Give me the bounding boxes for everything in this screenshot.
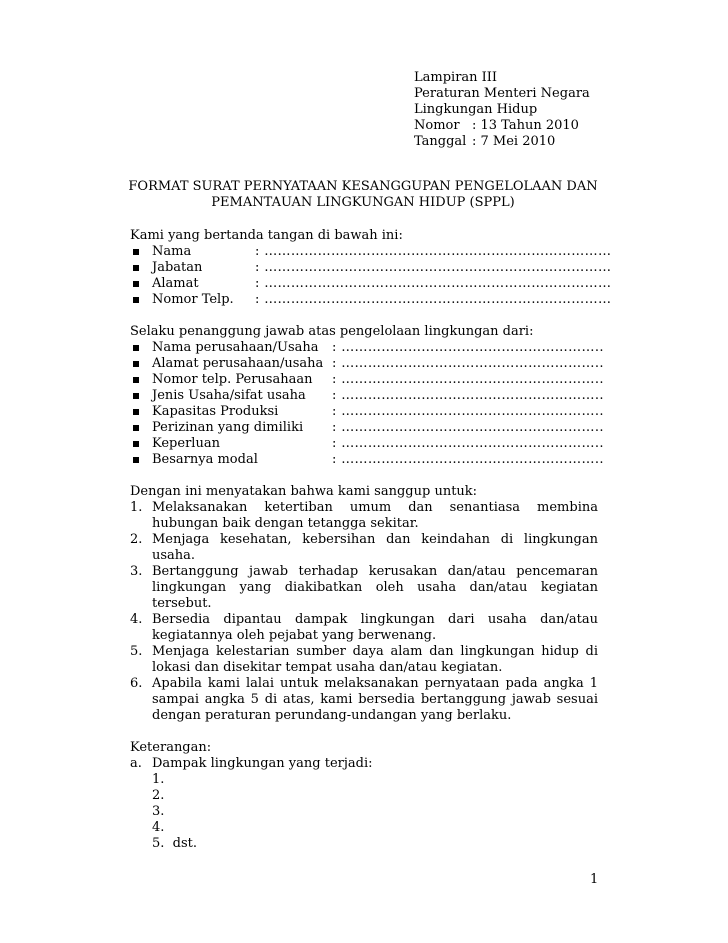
- statement-item-text: Melaksanakan ketertiban umum dan senantiasa membina hubungan baik dengan tetangga sekitar.: [152, 500, 598, 531]
- notes-subitem: 5. dst.: [152, 836, 198, 851]
- statement-item: [130, 644, 598, 676]
- company-field-label: Keperluan: [152, 436, 220, 451]
- signer-field-value: : ……………………………………………………………………: [255, 276, 612, 291]
- notes-subitem: 4.: [152, 820, 165, 835]
- company-field-value: : …………………………………………………..: [332, 436, 604, 451]
- annex-nomor-label: Nomor: [414, 118, 460, 133]
- statement-item-number: 6.: [130, 676, 143, 691]
- statement-section: [130, 484, 598, 724]
- annex-nomor: [414, 118, 590, 134]
- company-field: [130, 420, 604, 436]
- statement-item-number: 1.: [130, 500, 143, 515]
- company-field-value: : …………………………………………………..: [332, 340, 604, 355]
- notes-subitem: 3.: [152, 804, 165, 819]
- signer-field-label: Alamat: [152, 276, 199, 291]
- signer-field-label: Jabatan: [152, 260, 203, 275]
- statement-intro: Dengan ini menyatakan bahwa kami sanggup untuk:: [130, 484, 478, 499]
- statement-item: [130, 532, 598, 564]
- signer-field: [130, 244, 612, 260]
- statement-item: [130, 564, 598, 612]
- statement-item-text: Apabila kami lalai untuk melaksanakan pernyataan pada angka 1 sampai angka 5 di atas, kami bersedia bertanggung jawab sesuai dengan peraturan perundang-undangan yang berlaku.: [152, 676, 598, 723]
- signer-field: [130, 260, 612, 276]
- statement-item-text: Bertanggung jawab terhadap kerusakan dan/atau pencemaran lingkungan yang diakibatkan oleh usaha dan/atau kegiatan tersebut.: [152, 564, 598, 611]
- statement-item-text: Menjaga kelestarian sumber daya alam dan lingkungan hidup di lokasi dan disekitar tempat usaha dan/atau kegiatan.: [152, 644, 598, 675]
- signer-field-value: : ……………………………………………………………………: [255, 244, 612, 259]
- company-field-label: Jenis Usaha/sifat usaha: [152, 388, 306, 403]
- statement-item-number: 5.: [130, 644, 143, 659]
- signer-field: [130, 292, 612, 308]
- notes-subitem: 1.: [152, 772, 165, 787]
- signer-field-value: : ……………………………………………………………………: [255, 292, 612, 307]
- document-title: [128, 179, 598, 211]
- company-field-label: Nama perusahaan/Usaha: [152, 340, 319, 355]
- notes-item-a-label: a.: [130, 756, 142, 771]
- annex-peraturan: Peraturan Menteri Negara: [414, 86, 590, 101]
- statement-item-text: Menjaga kesehatan, kebersihan dan keindahan di lingkungan usaha.: [152, 532, 598, 563]
- company-field: [130, 356, 604, 372]
- title-line-1: FORMAT SURAT PERNYATAAN KESANGGUPAN PENGELOLAAN DAN: [128, 179, 598, 194]
- company-field: [130, 388, 604, 404]
- company-intro: Selaku penanggung jawab atas pengelolaan lingkungan dari:: [130, 324, 534, 339]
- page-number: 1: [590, 872, 599, 887]
- signer-field: [130, 276, 612, 292]
- company-field-value: : …………………………………………………..: [332, 452, 604, 467]
- notes-subitem: 2.: [152, 788, 165, 803]
- company-field: [130, 404, 604, 420]
- statement-item: [130, 500, 598, 532]
- annex-tanggal-label: Tanggal: [414, 134, 467, 149]
- company-field-label: Perizinan yang dimiliki: [152, 420, 304, 435]
- statement-item-number: 4.: [130, 612, 143, 627]
- signer-field-value: : ……………………………………………………………………: [255, 260, 612, 275]
- company-field-value: : …………………………………………………..: [332, 420, 604, 435]
- company-field-value: : …………………………………………………..: [332, 372, 604, 387]
- company-field: [130, 372, 604, 388]
- company-field-value: : …………………………………………………..: [332, 388, 604, 403]
- title-line-2: PEMANTAUAN LINGKUNGAN HIDUP (SPPL): [211, 195, 515, 210]
- statement-item: [130, 612, 598, 644]
- annex-header: [414, 70, 590, 150]
- company-section: [130, 324, 604, 468]
- annex-tanggal-value: : 7 Mei 2010: [472, 134, 556, 149]
- signer-field-label: Nomor Telp.: [152, 292, 234, 307]
- signer-intro: Kami yang bertanda tangan di bawah ini:: [130, 228, 403, 243]
- statement-item-number: 2.: [130, 532, 143, 547]
- annex-tanggal: [414, 134, 590, 150]
- statement-item-text: Bersedia dipantau dampak lingkungan dari usaha dan/atau kegiatannya oleh pejabat yang berwenang.: [152, 612, 598, 643]
- signer-field-label: Nama: [152, 244, 192, 259]
- company-field: [130, 340, 604, 356]
- company-field: [130, 452, 604, 468]
- company-field-label: Alamat perusahaan/usaha: [152, 356, 324, 371]
- signer-section: [130, 228, 612, 308]
- company-field-label: Nomor telp. Perusahaan: [152, 372, 313, 387]
- annex-lingkungan: Lingkungan Hidup: [414, 102, 538, 117]
- notes-item-a: [130, 756, 598, 772]
- statement-item-number: 3.: [130, 564, 143, 579]
- company-field-value: : …………………………………………………..: [332, 356, 604, 371]
- notes-heading: Keterangan:: [130, 740, 212, 755]
- company-field: [130, 436, 604, 452]
- company-field-label: Kapasitas Produksi: [152, 404, 279, 419]
- annex-nomor-value: : 13 Tahun 2010: [472, 118, 579, 133]
- notes-item-a-text: Dampak lingkungan yang terjadi:: [152, 756, 373, 771]
- notes-section: [130, 740, 598, 852]
- statement-item: [130, 676, 598, 724]
- annex-lampiran: Lampiran III: [414, 70, 498, 85]
- company-field-label: Besarnya modal: [152, 452, 258, 467]
- company-field-value: : …………………………………………………..: [332, 404, 604, 419]
